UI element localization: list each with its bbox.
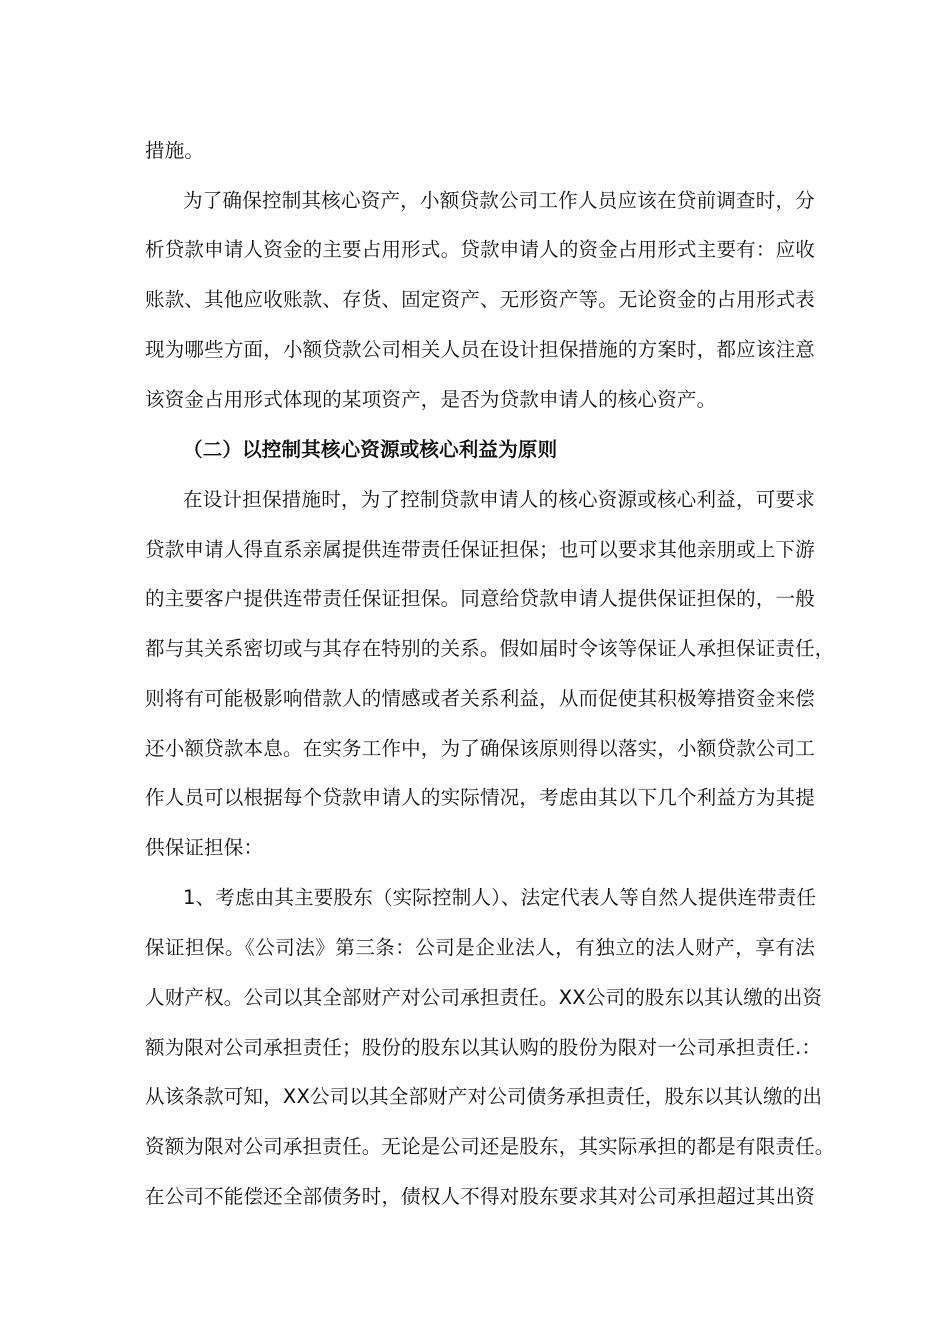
paragraph-line: 额为限对公司承担责任；股份的股东以其认购的股份为限对一公司承担责任.： xyxy=(145,1036,822,1059)
paragraph-line: 作人员可以根据每个贷款申请人的实际情况，考虑由其以下几个利益方为其提 xyxy=(145,786,815,809)
paragraph-line: 从该条款可知，XX公司以其全部财产对公司债务承担责任，股东以其认缴的出 xyxy=(145,1085,823,1108)
paragraph-line: 供保证担保： xyxy=(145,836,264,859)
paragraph-line: 还小额贷款本息。在实务工作中，为了确保该原则得以落实，小额贷款公司工 xyxy=(145,737,815,760)
paragraph-line: 在设计担保措施时，为了控制贷款申请人的核心资源或核心利益，可要求 xyxy=(183,488,815,511)
section-heading: （二）以控制其核心资源或核心利益为原则 xyxy=(183,438,558,461)
paragraph-line: 该资金占用形式体现的某项资产，是否为贷款申请人的核心资产。 xyxy=(145,388,717,411)
paragraph-line: 为了确保控制其核心资产，小额贷款公司工作人员应该在贷前调查时，分 xyxy=(183,189,815,212)
paragraph-line: 的主要客户提供连带责任保证担保。同意给贷款申请人提供保证担保的，一般 xyxy=(145,587,815,610)
paragraph-line: 都与其关系密切或与其存在特别的关系。假如届时令该等保证人承担保证责任， xyxy=(145,637,835,660)
paragraph-line: 措施。 xyxy=(145,139,205,162)
paragraph-line: 保证担保。《公司法》第三条：公司是企业法人，有独立的法人财产，享有法 xyxy=(145,936,815,959)
paragraph-line: 则将有可能极影响借款人的情感或者关系利益，从而促使其积极筹措资金来偿 xyxy=(145,687,815,710)
paragraph-line: 析贷款申请人资金的主要占用形式。贷款申请人的资金占用形式主要有：应收 xyxy=(145,238,815,261)
paragraph-line: 在公司不能偿还全部债务时，债权人不得对股东要求其对公司承担超过其出资 xyxy=(145,1185,815,1208)
paragraph-line: 资额为限对公司承担责任。无论是公司还是股东，其实际承担的都是有限责任。 xyxy=(145,1135,835,1158)
paragraph-line: 现为哪些方面，小额贷款公司相关人员在设计担保措施的方案时，都应该注意 xyxy=(145,338,815,361)
paragraph-line: 贷款申请人得直系亲属提供连带责任保证担保；也可以要求其他亲朋或上下游 xyxy=(145,538,815,561)
paragraph-line: 人财产权。公司以其全部财产对公司承担责任。XX公司的股东以其认缴的出资 xyxy=(145,986,823,1009)
paragraph-line: 1、考虑由其主要股东（实际控制人）、法定代表人等自然人提供连带责任 xyxy=(183,886,817,909)
paragraph-line: 账款、其他应收账款、存货、固定资产、无形资产等。无论资金的占用形式表 xyxy=(145,288,815,311)
